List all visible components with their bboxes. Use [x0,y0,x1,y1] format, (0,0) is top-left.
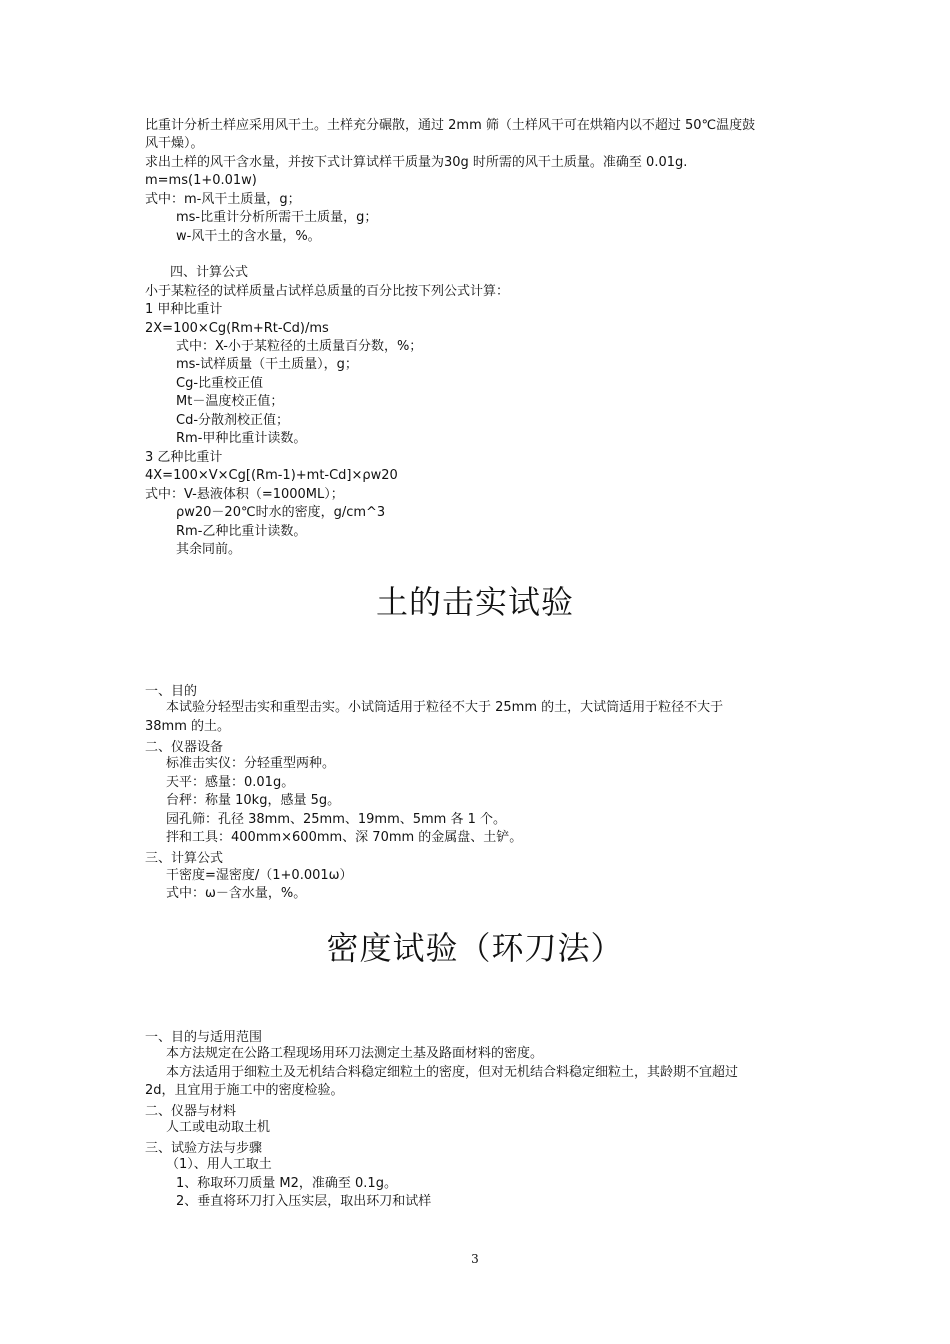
section-heading: 二、仪器设备 [145,740,224,755]
text-line: Mt－温度校正值； [176,394,284,409]
section-heading: 一、目的与适用范围 [145,1030,263,1045]
text-line: 小于某粒径的试样质量占试样总质量的百分比按下列公式计算： [145,284,510,299]
formula-line: 干密度=湿密度/（1+0.001ω） [166,868,353,883]
text-line: 本试验分轻型击实和重型击实。小试筒适用于粒径不大于 25mm 的土，大试筒适用于粒径不大于 [166,700,724,715]
text-line: 标准击实仪：分轻重型两种。 [166,756,336,771]
text-line: Rm-乙种比重计读数。 [176,524,307,539]
text-line: 本方法适用于细粒土及无机结合料稳定细粒土的密度，但对无机结合料稳定细粒土，其龄期不宜超过 [166,1065,739,1080]
text-line: 1、称取环刀质量 M2，准确至 0.1g。 [176,1176,397,1191]
formula-line: m=ms(1+0.01w) [145,173,257,188]
text-line: 式中：ω－含水量，%。 [166,886,307,901]
text-line: ms-试样质量（干土质量），g； [176,357,358,372]
text-line: 其余同前。 [176,542,242,557]
formula-line: 4X=100×V×Cg[(Rm-1)+mt-Cd]×ρw20 [145,468,398,483]
text-line: 式中：X-小于某粒径的土质量百分数，%； [176,339,423,354]
text-line: 拌和工具：400mm×600mm、深 70mm 的金属盘、土铲。 [166,830,523,845]
text-line: 2、垂直将环刀打入压实层，取出环刀和试样 [176,1194,432,1209]
text-line: 3 乙种比重计 [145,450,223,465]
section-heading: 三、计算公式 [145,851,224,866]
page-number: 3 [471,1252,479,1266]
text-line: ms-比重计分析所需干土质量，g； [176,210,378,225]
section-heading: 三、试验方法与步骤 [145,1141,263,1156]
text-line: 风干燥）。 [145,136,204,151]
text-line: 38mm 的土。 [145,719,231,734]
text-line: 人工或电动取土机 [166,1120,271,1135]
text-line: 求出土样的风干含水量，并按下式计算试样干质量为30g 时所需的风干土质量。准确至 0.01g. [145,155,688,170]
section-heading: 一、目的 [145,684,198,699]
text-line: Rm-甲种比重计读数。 [176,431,307,446]
text-line: 天平：感量：0.01g。 [166,775,295,790]
formula-line: 2X=100×Cg(Rm+Rt-Cd)/ms [145,321,329,336]
text-line: ρw20－20℃时水的密度，g/cm^3 [176,505,386,520]
text-line: 式中：V-悬液体积（=1000ML）； [145,487,344,502]
text-line: 式中：m-风干土质量，g； [145,192,301,207]
section-title: 土的击实试验 [375,583,574,621]
text-line: 1 甲种比重计 [145,302,223,317]
text-line: 本方法规定在公路工程现场用环刀法测定土基及路面材料的密度。 [166,1046,544,1061]
section-title: 密度试验（环刀法） [326,929,624,967]
text-line: Cd-分散剂校正值； [176,413,290,428]
section-heading: 二、仪器与材料 [145,1104,237,1119]
text-line: Cg-比重校正值 [176,376,264,391]
text-line: 2d，且宜用于施工中的密度检验。 [145,1083,344,1098]
text-line: （1）、用人工取土 [166,1157,272,1172]
text-line: 台秤：称量 10kg，感量 5g。 [166,793,341,808]
text-line: 园孔筛：孔径 38mm、25mm、19mm、5mm 各 1 个。 [166,812,507,827]
section-heading: 四、计算公式 [170,265,249,280]
text-line: 比重计分析土样应采用风干土。土样充分碾散，通过 2mm 筛（土样风干可在烘箱内以不超过 50℃温度鼓 [145,118,756,133]
text-line: w-风干土的含水量，%。 [176,229,321,244]
